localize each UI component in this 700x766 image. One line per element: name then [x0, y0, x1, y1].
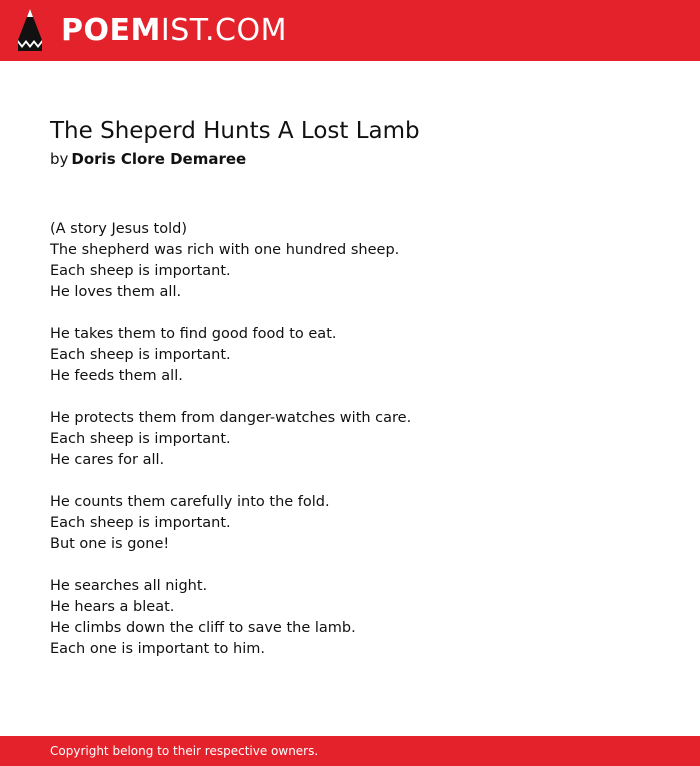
poem-line: (A story Jesus told) [50, 221, 187, 237]
poem-line: Each sheep is important. [50, 347, 231, 363]
author-name: Doris Clore Demaree [71, 150, 247, 168]
by-label: by [50, 150, 69, 168]
site-footer [0, 736, 700, 766]
stanza [50, 408, 670, 471]
stanza [50, 576, 670, 660]
poem-line: He feeds them all. [50, 368, 183, 384]
poem-line: He cares for all. [50, 452, 165, 468]
stanza [50, 324, 670, 387]
poem-line: He counts them carefully into the fold. [50, 494, 330, 510]
logo-bold-text: POEM [61, 13, 161, 48]
poem-line: But one is gone! [50, 536, 170, 552]
poem-line: He protects them from danger-watches with care. [50, 410, 412, 426]
logo-light-text: IST.COM [160, 13, 287, 48]
poem-line: He climbs down the cliff to save the lamb. [50, 620, 356, 636]
stanza [50, 492, 670, 555]
poem-line: He hears a bleat. [50, 599, 175, 615]
site-header [0, 0, 700, 61]
poem-line: He takes them to find good food to eat. [50, 326, 337, 342]
poem-line: Each one is important to him. [50, 641, 265, 657]
pencil-icon[interactable] [17, 9, 43, 51]
byline [50, 149, 246, 169]
poem-line: The shepherd was rich with one hundred sheep. [50, 242, 400, 258]
stanza [50, 219, 670, 303]
poem-title: The Sheperd Hunts A Lost Lamb [50, 118, 420, 144]
poem-line: Each sheep is important. [50, 431, 231, 447]
poem-body [50, 219, 670, 681]
copyright-text: Copyright belong to their respective owners. [50, 744, 319, 758]
poem-line: He loves them all. [50, 284, 182, 300]
poem-line: Each sheep is important. [50, 515, 231, 531]
poem-line: He searches all night. [50, 578, 208, 594]
site-logo[interactable] [61, 11, 287, 51]
poem-line: Each sheep is important. [50, 263, 231, 279]
